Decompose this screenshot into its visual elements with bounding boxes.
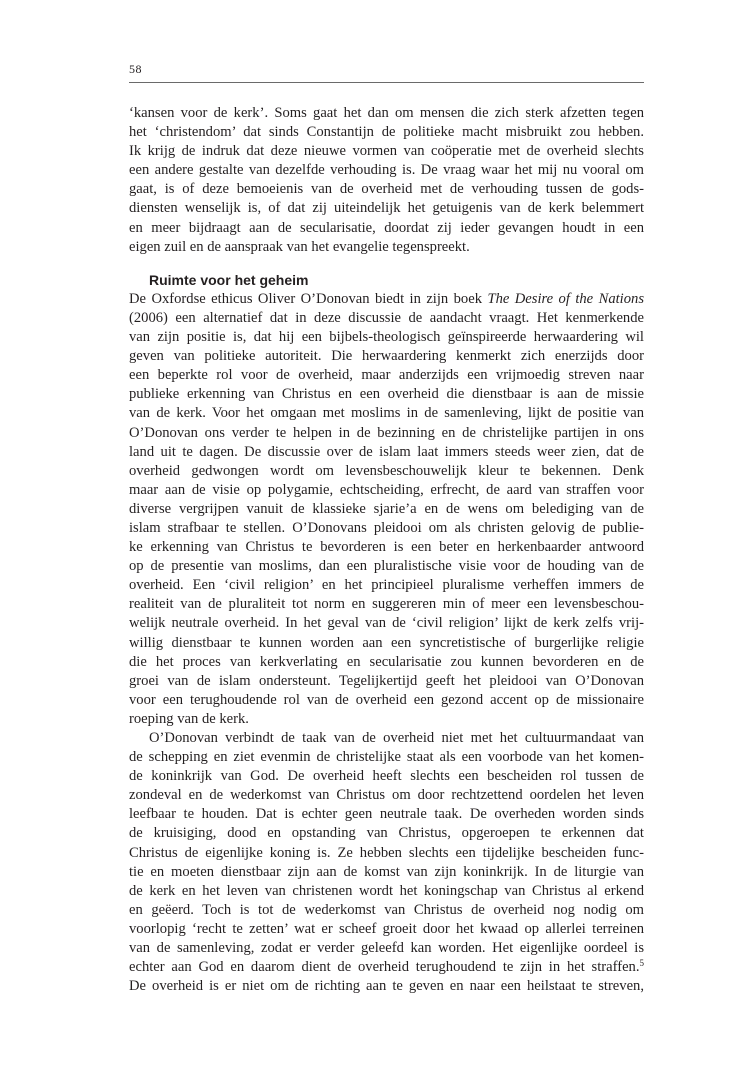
- text-line: O’Donovan verbindt de taak van de overheid niet met het cultuurmandaat van: [149, 730, 644, 746]
- text-line: diensten wenselijk is, of dat zij uiteindelijk het getuigenis van de kerk belemmert: [129, 200, 644, 217]
- text-line: Ik krijg de indruk dat deze nieuwe vormen van coöperatie met de overheid slechts: [129, 143, 644, 160]
- paragraph-2: [129, 290, 644, 729]
- text-line: en meer bijdraagt aan de secularisatie, doordat zij ieder gevangen houdt in een: [129, 219, 644, 236]
- text-line: (2006) een alternatief dat in deze discussie de aandacht vraagt. Het kenmerkende: [129, 309, 644, 326]
- text-line: realiteit van de pluraliteit tot norm en suggereren min of meer een levensbeschou-: [129, 596, 644, 613]
- book-title: The Desire of the Nations: [487, 290, 644, 307]
- page-number: 58: [129, 62, 142, 76]
- text-line: een andere gestalte van dezelfde verhouding is. De vraag waar het mij nu vooral om: [129, 162, 644, 179]
- text-line: diverse vergrijpen vanuit de klassieke sjarie’a en de wens om belediging van de: [129, 500, 644, 517]
- text-line: gaat, is of deze bemoeienis van de overheid met de verhouding tussen de gods-: [129, 181, 644, 198]
- text-line: islam strafbaar te stellen. O’Donovans pleidooi om als christen gelovig de publie-: [129, 519, 644, 536]
- text-line: eigen zuil en de aanspraak van het evangelie tegenspreekt.: [129, 238, 470, 255]
- body-text: [129, 104, 644, 996]
- paragraph-2-start: De Oxfordse ethicus Oliver O’Donovan biedt in zijn boek: [129, 290, 483, 307]
- paragraph-1: [129, 104, 644, 257]
- text-line: de schepping en ziet evenmin de christelijke staat als een voorbode van het komen-: [129, 749, 644, 766]
- text-line: zondeval en de wederkomst van Christus om door rechtzettend oordelen het leven: [129, 787, 644, 804]
- text-line: welijk neutrale overheid. In het geval van de ‘civil religion’ lijkt de kerk zelfs vrij-: [129, 615, 644, 632]
- text-line: De overheid is er niet om de richting aan te geven en naar een heilstaat te streven,: [129, 978, 644, 995]
- text-line: leefbaar te houden. Dat is echter geen neutrale taak. De overheden worden sinds: [129, 806, 644, 823]
- header-rule: [129, 82, 644, 83]
- text-line: geven van politieke autoriteit. Die herwaardering kenmerkt zich enerzijds door: [129, 348, 644, 365]
- text-line: een beperkte rol voor de overheid, maar anderzijds een vrijmoedig streven naar: [129, 367, 644, 384]
- text-line: ‘kansen voor de kerk’. Soms gaat het dan om mensen die zich sterk afzetten tegen: [129, 105, 644, 121]
- text-line: maar aan de visie op polygamie, echtscheiding, erfrecht, de aard van straffen voor: [129, 481, 644, 498]
- text-line: de kerk en het leven van christenen wordt het koningschap van Christus al erkend: [129, 882, 644, 899]
- text-line: overheid gedwongen wordt om levensbeschouwelijk kleur te bekennen. Denk: [129, 462, 644, 479]
- text-line-with-footnote: [129, 958, 644, 977]
- text-line: van zijn positie is, dat hij een bijbels-theologisch geïnspireerde herwaardering wil: [129, 329, 644, 346]
- paragraph-gap: [129, 257, 644, 271]
- text-line: ke erkenning van Christus te bevorderen is een beter en herkenbaarder antwoord: [129, 539, 644, 556]
- text-line: en geëerd. Toch is tot de wederkomst van Christus de overheid nog nodig om: [129, 901, 644, 918]
- text-line: tie en moeten dienstbaar zijn aan de komst van zijn koninkrijk. In de liturgie van: [129, 863, 644, 880]
- text-line: O’Donovan ons verder te helpen in de bezinning en de christelijke partijen in ons: [129, 424, 644, 441]
- text-line: Christus de eigenlijke koning is. Ze hebben slechts een tijdelijke bescheiden func-: [129, 844, 644, 861]
- text-line: overheid. Een ‘civil religion’ en het principieel pluralisme verheffen immers de: [129, 577, 644, 594]
- text-line: voor een terughoudende rol van de overheid een gezond accent op de missionaire: [129, 691, 644, 708]
- paragraph-3: [129, 729, 644, 996]
- text-line: van de samenleving, zodat er verder geleefd kan worden. Het eigenlijke oordeel is: [129, 940, 644, 957]
- text-line-with-title: [129, 290, 644, 309]
- text-line: groei van de islam ondersteunt. Tegelijkertijd geeft het pleidooi van O’Donovan: [129, 672, 644, 689]
- text-line: van de kerk. Voor het omgaan met moslims in de samenleving, lijkt de positie van: [129, 405, 644, 422]
- text-line: willig dienstbaar te kunnen worden aan een syncretistische of burgerlijke religie: [129, 634, 644, 651]
- section-heading: Ruimte voor het geheim: [149, 271, 309, 288]
- footnote-marker[interactable]: 5: [639, 958, 644, 969]
- text-line: land uit te dagen. De discussie over de islam laat immers steeds weer zien, dat de: [129, 443, 644, 460]
- text-line: voorlopig ‘recht te zetten’ wat er scheef groeit door het kwaad op allerlei terreinen: [129, 920, 644, 937]
- text-line: de koninkrijk van God. De overheid heeft slechts een bescheiden rol tussen de: [129, 768, 644, 785]
- text-line: die het proces van kerkverlating en secularisatie zou kunnen bevorderen en de: [129, 653, 644, 670]
- text-line: op de presentie van moslims, dan een pluralistische visie voor de houding van de: [129, 558, 644, 575]
- text-line: het ‘christendom’ dat sinds Constantijn de politieke macht misbruikt zou hebben.: [129, 124, 644, 141]
- text-line: echter aan God en daarom dient de overheid terughoudend te zijn in het straffen.: [129, 959, 640, 976]
- text-line: roeping van de kerk.: [129, 710, 249, 727]
- text-line: de kruisiging, dood en opstanding van Christus, opgeroepen te erkennen dat: [129, 825, 644, 842]
- text-line: publieke erkenning van Christus en een overheid die dienstbaar is aan de missie: [129, 386, 644, 403]
